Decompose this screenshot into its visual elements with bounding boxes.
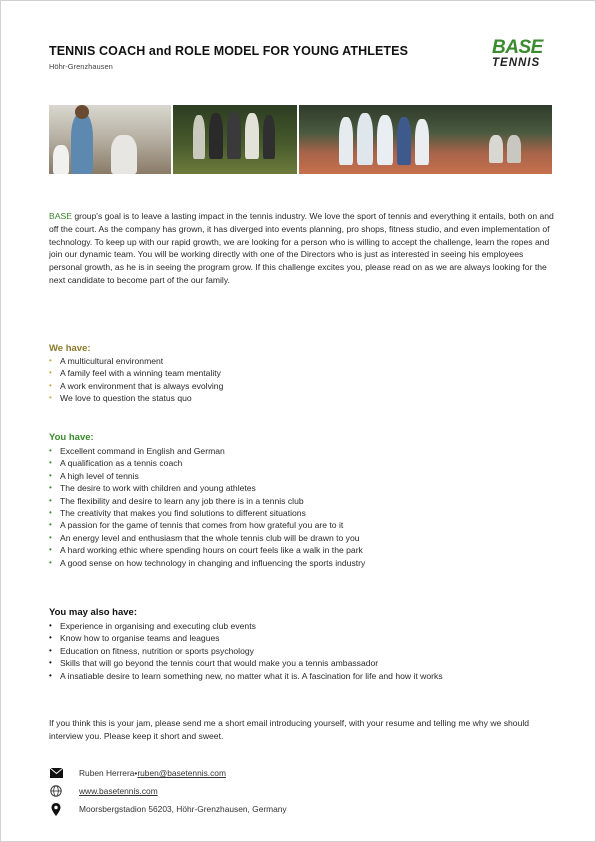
mail-icon: [49, 767, 63, 779]
we-have-heading: We have:: [49, 343, 91, 354]
list-item: • A good sense on how technology in changing and influencing the sports industry: [49, 557, 549, 569]
contact-website-link[interactable]: www.basetennis.com: [79, 786, 158, 796]
page-title: TENNIS COACH and ROLE MODEL FOR YOUNG ATHLETES: [49, 44, 409, 58]
photo-team-group: [173, 105, 297, 174]
photo-coach-with-child: [49, 105, 171, 174]
list-item: • The flexibility and desire to learn any job there is in a tennis club: [49, 495, 549, 507]
list-item: • A passion for the game of tennis that comes from how grateful you are to it: [49, 519, 549, 531]
list-item: • A high level of tennis: [49, 470, 549, 482]
contact-email-row: [49, 767, 226, 779]
list-item: • A qualification as a tennis coach: [49, 457, 549, 469]
photo-banner: [49, 105, 552, 174]
list-item: • The desire to work with children and young athletes: [49, 482, 549, 494]
globe-icon: [49, 785, 63, 797]
base-tennis-logo: [492, 39, 554, 73]
also-have-heading: You may also have:: [49, 607, 137, 618]
logo-base-text: BASE: [492, 37, 543, 58]
intro-brand: BASE: [49, 211, 72, 221]
contact-name: Ruben Herrera: [79, 768, 135, 778]
you-have-heading: You have:: [49, 432, 94, 443]
closing-paragraph: If you think this is your jam, please send me a short email introducing yourself, with your resume and telling me why we should interview you. Please keep it short and sweet.: [49, 718, 530, 741]
list-item: • Experience in organising and executing club events: [49, 620, 549, 632]
list-item: • We love to question the status quo: [49, 392, 549, 404]
list-item: • A family feel with a winning team mentality: [49, 367, 549, 379]
you-have-list: [49, 445, 549, 569]
location-pin-icon: [49, 803, 63, 815]
photo-players-huddle: [299, 105, 552, 174]
list-item: • A multicultural environment: [49, 355, 549, 367]
list-item: • Skills that will go beyond the tennis court that would make you a tennis ambassador: [49, 657, 549, 669]
list-item: • A work environment that is always evolving: [49, 380, 549, 392]
we-have-list: [49, 355, 549, 405]
also-have-list: [49, 620, 549, 682]
intro-paragraph: [49, 210, 554, 287]
intro-text: group's goal is to leave a lasting impact in the tennis industry. We love the sport of tennis and everything it entails, both on and off the court. As the company has grown, it has diverged into events planning, pro shops, fitness studio, and even implementation of technology. To keep up with our rapid growth, we are looking for a person who is willing to accept the challenge, learn the ropes and join our dynamic team. You will be working directly with one of the Directors who is just as interested in seeing his employees personal growth, as he is in seeing the program grow. If this challenge excites you, please read on as we are always looking for the next candidate to become part of the our family.: [49, 211, 554, 285]
list-item: • Education on fitness, nutrition or sports psychology: [49, 645, 549, 657]
list-item: • The creativity that makes you find solutions to different situations: [49, 507, 549, 519]
contact-email-link[interactable]: ruben@basetennis.com: [137, 768, 226, 778]
contact-address: Moorsbergstadion 56203, Höhr-Grenzhausen, Germany: [79, 804, 287, 814]
list-item: • Excellent command in English and German: [49, 445, 549, 457]
list-item: • A insatiable desire to learn something new, no matter what it is. A fascination for life and how it works: [49, 670, 549, 682]
job-location: Höhr-Grenzhausen: [49, 62, 113, 71]
contact-address-row: [49, 803, 287, 815]
logo-tennis-text: TENNIS: [492, 57, 541, 69]
list-item: • Know how to organise teams and leagues: [49, 632, 549, 644]
contact-separator: •: [134, 768, 138, 778]
list-item: • A hard working ethic where spending hours on court feels like a walk in the park: [49, 544, 549, 556]
contact-website-row: [49, 785, 158, 797]
list-item: • An energy level and enthusiasm that the whole tennis club will be drawn to you: [49, 532, 549, 544]
